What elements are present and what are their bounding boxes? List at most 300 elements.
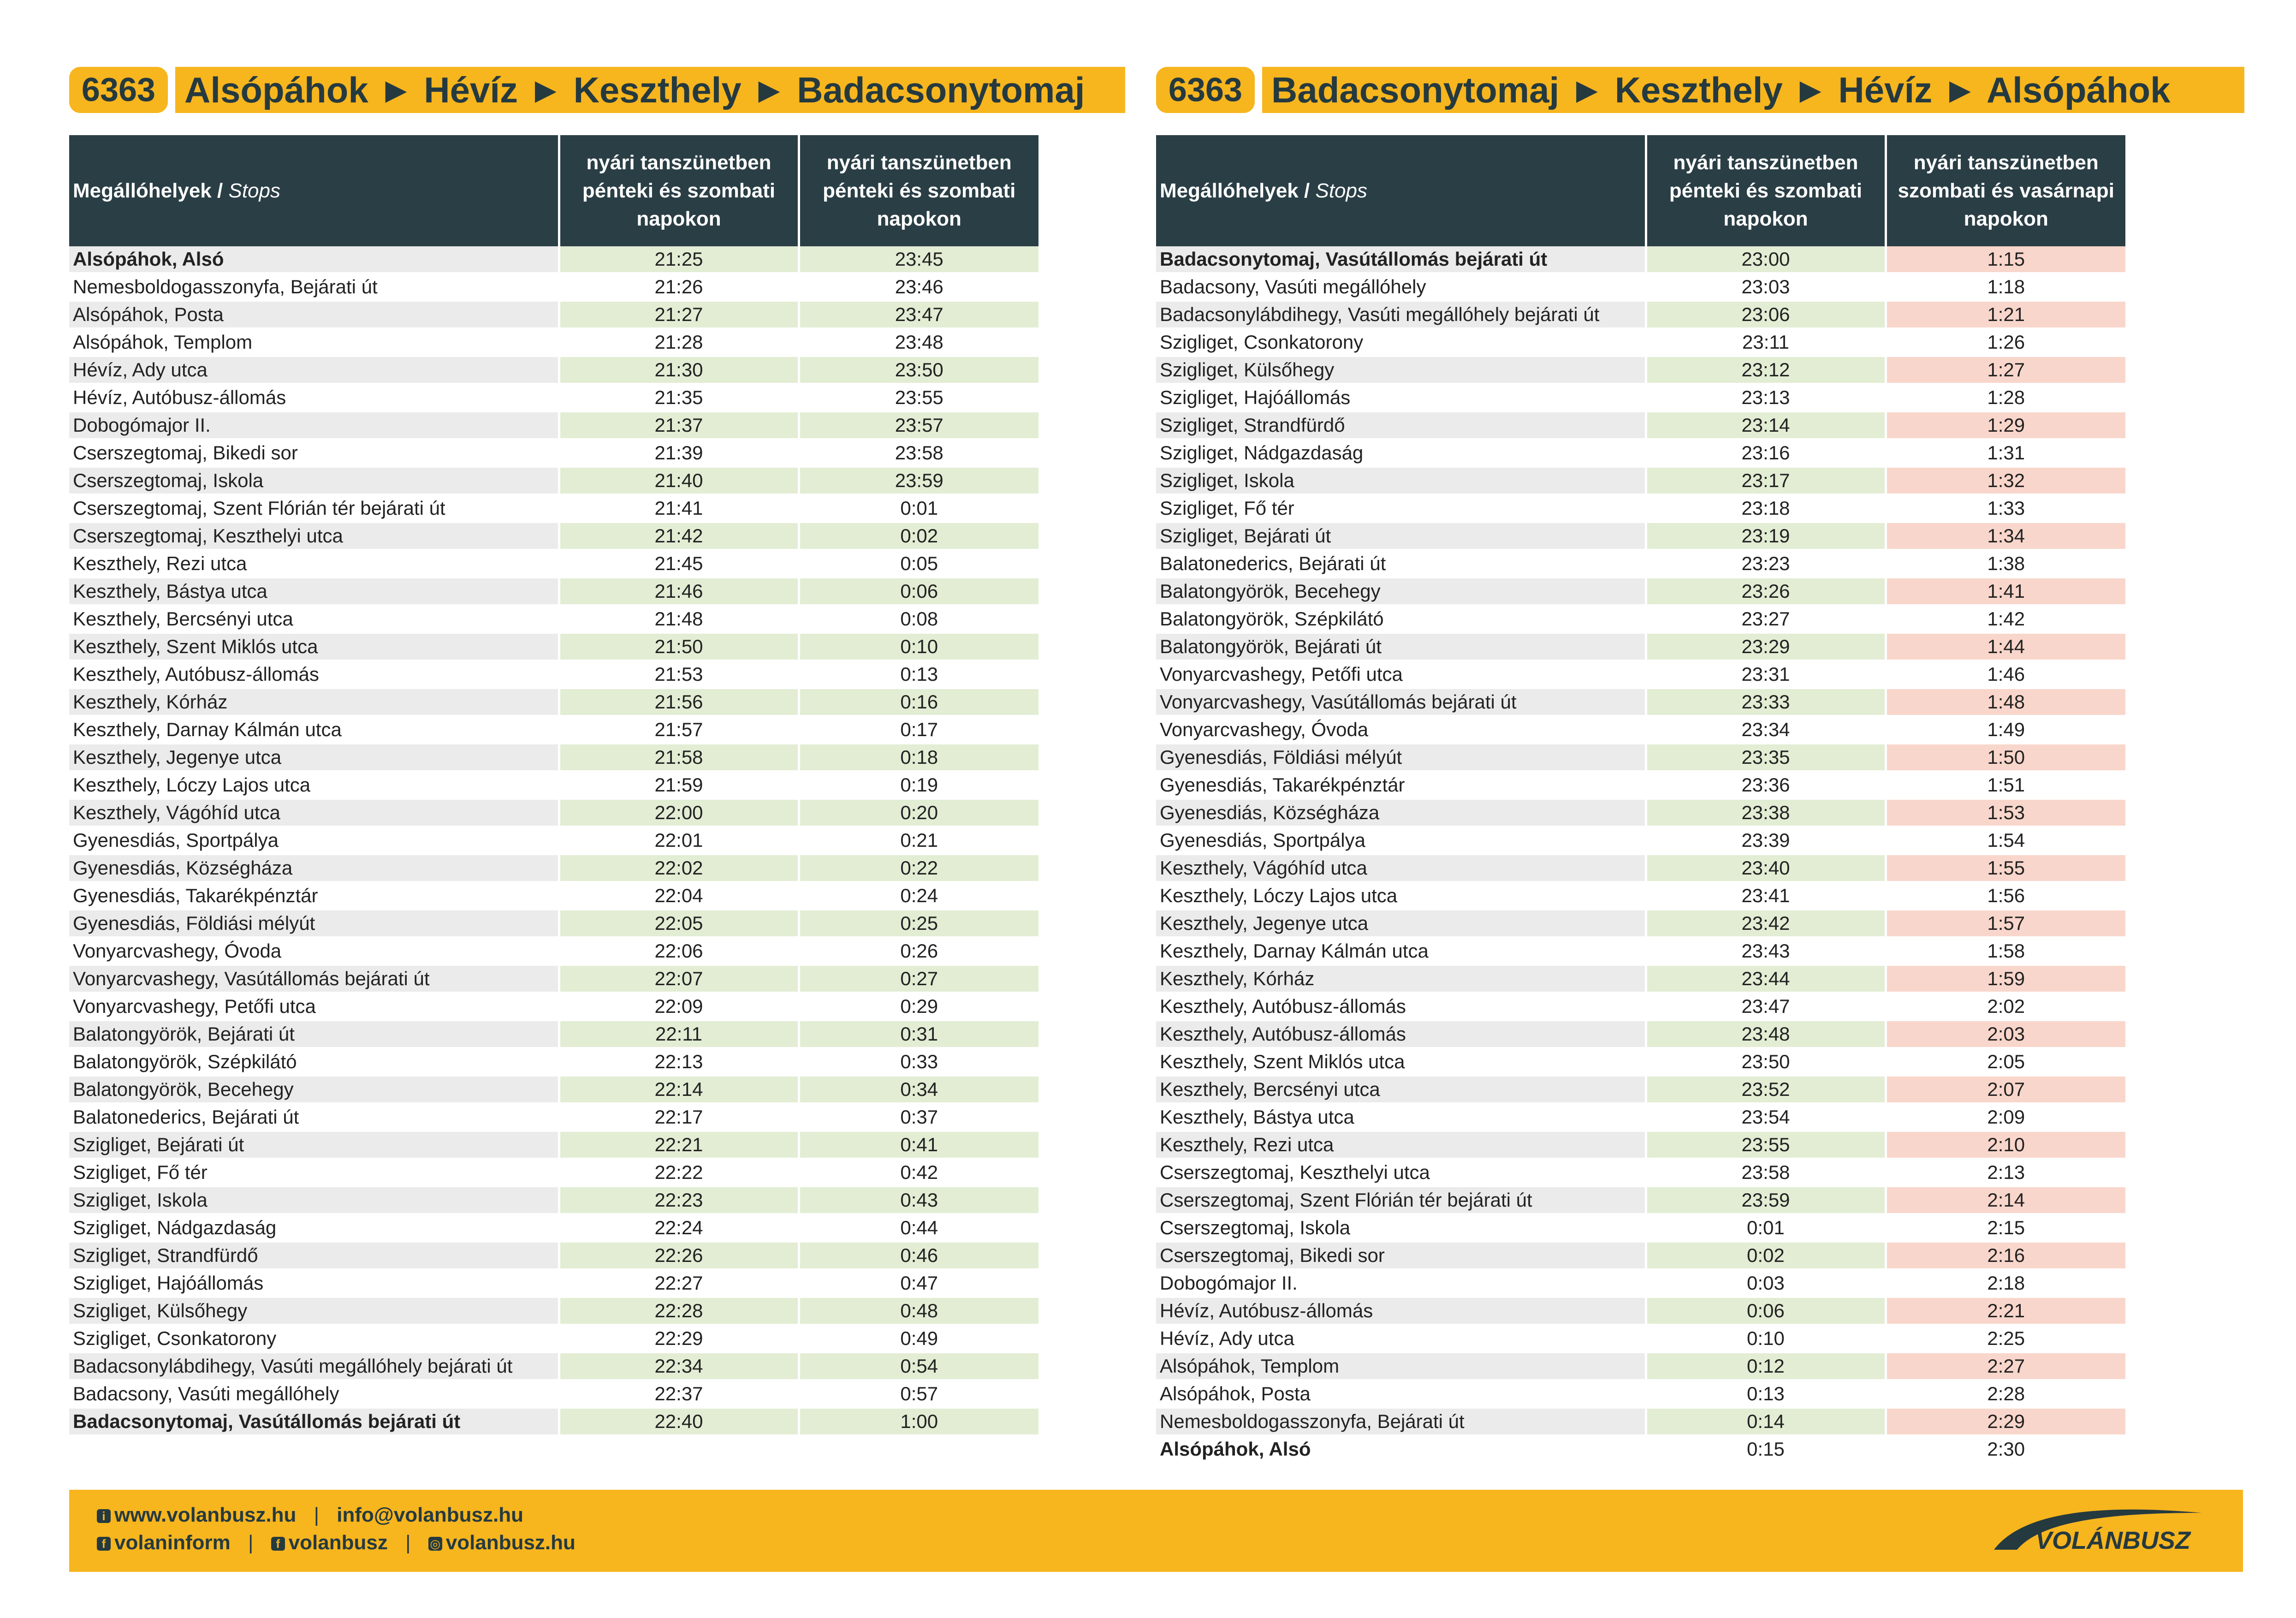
departure-time-2: 2:27 bbox=[1886, 1352, 2125, 1380]
departure-time-2: 1:26 bbox=[1886, 328, 2125, 356]
departure-time-1: 21:45 bbox=[559, 550, 799, 577]
stop-name: Szigliget, Iskola bbox=[69, 1186, 559, 1214]
table-row bbox=[1156, 550, 2125, 577]
departure-time-1: 0:12 bbox=[1646, 1352, 1886, 1380]
stop-name: Gyenesdiás, Takarékpénztár bbox=[1156, 771, 1646, 799]
stop-name: Szigliget, Bejárati út bbox=[1156, 522, 1646, 550]
departure-time-2: 2:13 bbox=[1886, 1159, 2125, 1186]
stop-name: Badacsonytomaj, Vasútállomás bejárati út bbox=[69, 1408, 559, 1435]
departure-time-2: 2:02 bbox=[1886, 993, 2125, 1020]
departure-time-1: 23:47 bbox=[1646, 993, 1886, 1020]
departure-time-2: 2:15 bbox=[1886, 1214, 2125, 1242]
timetable-panel-left bbox=[69, 67, 1125, 1436]
table-row bbox=[69, 550, 1038, 577]
departure-time-2: 1:27 bbox=[1886, 356, 2125, 384]
table-row bbox=[1156, 633, 2125, 660]
departure-time-1: 23:16 bbox=[1646, 439, 1886, 467]
stop-name: Vonyarcvashegy, Petőfi utca bbox=[69, 993, 559, 1020]
stop-name: Keszthely, Kórház bbox=[69, 688, 559, 716]
departure-time-1: 23:13 bbox=[1646, 384, 1886, 411]
timetable-panel-right bbox=[1156, 67, 2244, 1464]
departure-time-2: 23:59 bbox=[799, 467, 1038, 494]
departure-time-1: 23:43 bbox=[1646, 937, 1886, 965]
table-row bbox=[1156, 605, 2125, 633]
table-row bbox=[69, 467, 1038, 494]
departure-time-1: 21:48 bbox=[559, 605, 799, 633]
stop-name: Cserszegtomaj, Bikedi sor bbox=[69, 439, 559, 467]
departure-time-1: 21:27 bbox=[559, 301, 799, 328]
departure-time-1: 23:18 bbox=[1646, 494, 1886, 522]
departure-time-2: 1:41 bbox=[1886, 577, 2125, 605]
departure-time-2: 23:55 bbox=[799, 384, 1038, 411]
departure-time-1: 23:19 bbox=[1646, 522, 1886, 550]
table-row bbox=[1156, 273, 2125, 301]
departure-time-2: 1:32 bbox=[1886, 467, 2125, 494]
instagram-icon: ◎ bbox=[428, 1537, 442, 1551]
stop-name: Cserszegtomaj, Szent Flórián tér bejárati út bbox=[1156, 1186, 1646, 1214]
departure-time-2: 0:05 bbox=[799, 550, 1038, 577]
departure-time-2: 1:51 bbox=[1886, 771, 2125, 799]
table-row bbox=[1156, 1103, 2125, 1131]
table-row bbox=[1156, 799, 2125, 827]
departure-time-1: 21:28 bbox=[559, 328, 799, 356]
stop-name: Alsópáhok, Templom bbox=[1156, 1352, 1646, 1380]
departure-time-2: 0:18 bbox=[799, 744, 1038, 771]
table-header-row bbox=[69, 135, 1038, 246]
table-row bbox=[1156, 467, 2125, 494]
departure-time-1: 23:55 bbox=[1646, 1131, 1886, 1159]
departure-time-2: 0:41 bbox=[799, 1131, 1038, 1159]
stop-name: Szigliget, Hajóállomás bbox=[1156, 384, 1646, 411]
departure-time-1: 23:41 bbox=[1646, 882, 1886, 910]
departure-time-1: 22:04 bbox=[559, 882, 799, 910]
departure-time-1: 22:22 bbox=[559, 1159, 799, 1186]
table-row bbox=[1156, 1242, 2125, 1269]
route-direction-title: Alsópáhok ► Hévíz ► Keszthely ► Badacsonytomaj bbox=[175, 67, 1125, 113]
timetable-body bbox=[1156, 246, 2125, 1463]
departure-time-2: 0:26 bbox=[799, 937, 1038, 965]
table-row bbox=[69, 1131, 1038, 1159]
departure-column-header-1: nyári tanszünetben pénteki és szombati napokon bbox=[1646, 135, 1886, 246]
stop-name: Keszthely, Jegenye utca bbox=[69, 744, 559, 771]
stop-name: Hévíz, Autóbusz-állomás bbox=[69, 384, 559, 411]
logo-text: VOLÁNBUSZ bbox=[2035, 1527, 2190, 1554]
social-link-volanbusz[interactable]: volanbusz bbox=[288, 1531, 388, 1554]
departure-time-1: 21:41 bbox=[559, 494, 799, 522]
departure-time-1: 23:42 bbox=[1646, 910, 1886, 937]
departure-time-1: 22:01 bbox=[559, 827, 799, 854]
departure-time-2: 0:43 bbox=[799, 1186, 1038, 1214]
stop-name: Keszthely, Lóczy Lajos utca bbox=[1156, 882, 1646, 910]
departure-time-1: 21:50 bbox=[559, 633, 799, 660]
table-row bbox=[1156, 771, 2125, 799]
stop-name: Keszthely, Rezi utca bbox=[1156, 1131, 1646, 1159]
departure-time-2: 2:30 bbox=[1886, 1435, 2125, 1463]
table-row bbox=[69, 827, 1038, 854]
departure-time-2: 1:34 bbox=[1886, 522, 2125, 550]
departure-time-2: 0:13 bbox=[799, 660, 1038, 688]
departure-time-1: 23:35 bbox=[1646, 744, 1886, 771]
departure-time-1: 0:10 bbox=[1646, 1325, 1886, 1352]
stop-name: Hévíz, Ady utca bbox=[1156, 1325, 1646, 1352]
stop-name: Vonyarcvashegy, Óvoda bbox=[69, 937, 559, 965]
departure-time-1: 22:13 bbox=[559, 1048, 799, 1076]
stop-name: Gyenesdiás, Sportpálya bbox=[69, 827, 559, 854]
departure-time-1: 23:39 bbox=[1646, 827, 1886, 854]
stop-name: Badacsonylábdihegy, Vasúti megállóhely bejárati út bbox=[1156, 301, 1646, 328]
departure-time-2: 0:29 bbox=[799, 993, 1038, 1020]
table-row bbox=[69, 522, 1038, 550]
departure-time-1: 23:40 bbox=[1646, 854, 1886, 882]
table-row bbox=[69, 439, 1038, 467]
timetable-table bbox=[69, 135, 1038, 1436]
departure-time-2: 0:22 bbox=[799, 854, 1038, 882]
table-row bbox=[1156, 1186, 2125, 1214]
departure-time-2: 1:56 bbox=[1886, 882, 2125, 910]
departure-time-2: 0:06 bbox=[799, 577, 1038, 605]
departure-time-1: 22:27 bbox=[559, 1269, 799, 1297]
stop-name: Dobogómajor II. bbox=[1156, 1269, 1646, 1297]
stop-name: Gyenesdiás, Sportpálya bbox=[1156, 827, 1646, 854]
table-row bbox=[1156, 882, 2125, 910]
stop-name: Keszthely, Bercsényi utca bbox=[1156, 1076, 1646, 1103]
table-row bbox=[1156, 1408, 2125, 1435]
departure-time-1: 22:34 bbox=[559, 1352, 799, 1380]
departure-time-2: 23:45 bbox=[799, 246, 1038, 273]
table-row bbox=[69, 1242, 1038, 1269]
stop-name: Keszthely, Darnay Kálmán utca bbox=[1156, 937, 1646, 965]
stop-name: Alsópáhok, Posta bbox=[69, 301, 559, 328]
table-row bbox=[1156, 1131, 2125, 1159]
departure-time-2: 0:08 bbox=[799, 605, 1038, 633]
departure-time-2: 1:00 bbox=[799, 1408, 1038, 1435]
departure-time-2: 1:50 bbox=[1886, 744, 2125, 771]
departure-time-2: 0:16 bbox=[799, 688, 1038, 716]
social-link-instagram[interactable]: volanbusz.hu bbox=[445, 1531, 575, 1554]
table-row bbox=[69, 633, 1038, 660]
table-row bbox=[1156, 854, 2125, 882]
departure-time-1: 22:06 bbox=[559, 937, 799, 965]
stop-name: Cserszegtomaj, Bikedi sor bbox=[1156, 1242, 1646, 1269]
table-row bbox=[69, 1297, 1038, 1325]
departure-time-2: 23:57 bbox=[799, 411, 1038, 439]
departure-time-1: 22:00 bbox=[559, 799, 799, 827]
separator: | bbox=[314, 1504, 320, 1526]
stop-name: Hévíz, Autóbusz-állomás bbox=[1156, 1297, 1646, 1325]
table-row bbox=[1156, 993, 2125, 1020]
stop-name: Szigliget, Hajóállomás bbox=[69, 1269, 559, 1297]
departure-time-2: 1:29 bbox=[1886, 411, 2125, 439]
departure-time-2: 23:46 bbox=[799, 273, 1038, 301]
departure-time-2: 0:31 bbox=[799, 1020, 1038, 1048]
departure-time-1: 23:38 bbox=[1646, 799, 1886, 827]
stop-name: Szigliget, Csonkatorony bbox=[1156, 328, 1646, 356]
table-row bbox=[1156, 1076, 2125, 1103]
table-row bbox=[69, 384, 1038, 411]
departure-time-1: 21:57 bbox=[559, 716, 799, 744]
table-row bbox=[1156, 1214, 2125, 1242]
departure-time-2: 0:42 bbox=[799, 1159, 1038, 1186]
departure-time-1: 22:37 bbox=[559, 1380, 799, 1408]
table-row bbox=[69, 246, 1038, 273]
route-number-badge: 6363 bbox=[1156, 67, 1255, 113]
table-row bbox=[1156, 937, 2125, 965]
table-row bbox=[69, 799, 1038, 827]
table-row bbox=[69, 688, 1038, 716]
stop-name: Keszthely, Autóbusz-állomás bbox=[1156, 1020, 1646, 1048]
departure-time-2: 0:33 bbox=[799, 1048, 1038, 1076]
stop-name: Szigliget, Fő tér bbox=[1156, 494, 1646, 522]
stop-name: Badacsony, Vasúti megállóhely bbox=[69, 1380, 559, 1408]
timetable-table bbox=[1156, 135, 2125, 1464]
departure-column-header-2: nyári tanszünetben pénteki és szombati napokon bbox=[799, 135, 1038, 246]
departure-time-1: 0:02 bbox=[1646, 1242, 1886, 1269]
departure-time-1: 21:30 bbox=[559, 356, 799, 384]
table-row bbox=[69, 1103, 1038, 1131]
table-row bbox=[1156, 328, 2125, 356]
table-row bbox=[1156, 1159, 2125, 1186]
stop-name: Cserszegtomaj, Iskola bbox=[69, 467, 559, 494]
departure-time-1: 21:26 bbox=[559, 273, 799, 301]
stop-name: Cserszegtomaj, Szent Flórián tér bejárati út bbox=[69, 494, 559, 522]
departure-time-2: 0:27 bbox=[799, 965, 1038, 993]
table-row bbox=[1156, 577, 2125, 605]
table-row bbox=[1156, 356, 2125, 384]
departure-time-2: 2:28 bbox=[1886, 1380, 2125, 1408]
route-title-bar bbox=[69, 67, 1125, 113]
departure-time-1: 23:59 bbox=[1646, 1186, 1886, 1214]
stop-name: Szigliget, Iskola bbox=[1156, 467, 1646, 494]
table-row bbox=[69, 771, 1038, 799]
table-row bbox=[69, 301, 1038, 328]
stop-name: Gyenesdiás, Községháza bbox=[1156, 799, 1646, 827]
stop-name: Cserszegtomaj, Keszthelyi utca bbox=[69, 522, 559, 550]
departure-time-1: 23:44 bbox=[1646, 965, 1886, 993]
table-row bbox=[69, 1020, 1038, 1048]
table-row bbox=[1156, 744, 2125, 771]
table-row bbox=[69, 411, 1038, 439]
departure-time-2: 0:10 bbox=[799, 633, 1038, 660]
departure-time-1: 23:17 bbox=[1646, 467, 1886, 494]
table-row bbox=[69, 328, 1038, 356]
footer-bar bbox=[69, 1490, 2243, 1572]
departure-time-2: 0:24 bbox=[799, 882, 1038, 910]
departure-time-1: 23:31 bbox=[1646, 660, 1886, 688]
stop-name: Keszthely, Szent Miklós utca bbox=[69, 633, 559, 660]
departure-time-1: 23:27 bbox=[1646, 605, 1886, 633]
departure-time-2: 0:46 bbox=[799, 1242, 1038, 1269]
stop-name: Balatongyörök, Szépkilátó bbox=[1156, 605, 1646, 633]
table-row bbox=[69, 1352, 1038, 1380]
stop-name: Keszthely, Darnay Kálmán utca bbox=[69, 716, 559, 744]
departure-time-1: 23:03 bbox=[1646, 273, 1886, 301]
stop-name: Keszthely, Szent Miklós utca bbox=[1156, 1048, 1646, 1076]
stop-name: Szigliget, Strandfürdő bbox=[69, 1242, 559, 1269]
table-header-row bbox=[1156, 135, 2125, 246]
departure-time-1: 21:46 bbox=[559, 577, 799, 605]
table-row bbox=[69, 577, 1038, 605]
departure-time-1: 0:06 bbox=[1646, 1297, 1886, 1325]
stop-name: Keszthely, Lóczy Lajos utca bbox=[69, 771, 559, 799]
table-row bbox=[1156, 494, 2125, 522]
departure-time-1: 22:21 bbox=[559, 1131, 799, 1159]
departure-time-2: 1:59 bbox=[1886, 965, 2125, 993]
table-row bbox=[1156, 522, 2125, 550]
departure-time-1: 23:11 bbox=[1646, 328, 1886, 356]
table-row bbox=[69, 356, 1038, 384]
facebook-icon: f bbox=[97, 1537, 111, 1551]
stop-name: Nemesboldogasszonyfa, Bejárati út bbox=[69, 273, 559, 301]
stop-name: Keszthely, Jegenye utca bbox=[1156, 910, 1646, 937]
departure-time-1: 21:53 bbox=[559, 660, 799, 688]
stop-name: Gyenesdiás, Községháza bbox=[69, 854, 559, 882]
departure-time-1: 23:52 bbox=[1646, 1076, 1886, 1103]
departure-time-2: 0:20 bbox=[799, 799, 1038, 827]
table-row bbox=[69, 1380, 1038, 1408]
departure-time-1: 22:09 bbox=[559, 993, 799, 1020]
departure-time-2: 23:58 bbox=[799, 439, 1038, 467]
stop-name: Alsópáhok, Alsó bbox=[69, 246, 559, 273]
departure-time-2: 2:25 bbox=[1886, 1325, 2125, 1352]
departure-time-2: 0:01 bbox=[799, 494, 1038, 522]
table-row bbox=[69, 1076, 1038, 1103]
departure-time-2: 0:02 bbox=[799, 522, 1038, 550]
departure-time-1: 23:58 bbox=[1646, 1159, 1886, 1186]
stop-name: Szigliget, Nádgazdaság bbox=[69, 1214, 559, 1242]
stop-name: Badacsony, Vasúti megállóhely bbox=[1156, 273, 1646, 301]
stop-name: Balatongyörök, Bejárati út bbox=[69, 1020, 559, 1048]
timetable-body bbox=[69, 246, 1038, 1435]
table-row bbox=[69, 1214, 1038, 1242]
stop-name: Balatonederics, Bejárati út bbox=[1156, 550, 1646, 577]
footer-contact-line bbox=[97, 1504, 523, 1527]
stop-name: Gyenesdiás, Földiási mélyút bbox=[1156, 744, 1646, 771]
table-row bbox=[69, 1048, 1038, 1076]
departure-time-1: 22:24 bbox=[559, 1214, 799, 1242]
email-link[interactable]: info@volanbusz.hu bbox=[337, 1504, 523, 1526]
table-row bbox=[69, 937, 1038, 965]
stop-name: Balatongyörök, Szépkilátó bbox=[69, 1048, 559, 1076]
table-row bbox=[1156, 411, 2125, 439]
departure-time-1: 23:14 bbox=[1646, 411, 1886, 439]
departure-time-2: 1:42 bbox=[1886, 605, 2125, 633]
departure-time-2: 2:21 bbox=[1886, 1297, 2125, 1325]
stop-name: Keszthely, Bercsényi utca bbox=[69, 605, 559, 633]
departure-time-2: 0:37 bbox=[799, 1103, 1038, 1131]
departure-time-1: 23:12 bbox=[1646, 356, 1886, 384]
stop-name: Nemesboldogasszonyfa, Bejárati út bbox=[1156, 1408, 1646, 1435]
table-row bbox=[69, 1159, 1038, 1186]
departure-time-2: 1:53 bbox=[1886, 799, 2125, 827]
table-row bbox=[69, 273, 1038, 301]
departure-time-1: 0:14 bbox=[1646, 1408, 1886, 1435]
stop-name: Vonyarcvashegy, Vasútállomás bejárati út bbox=[1156, 688, 1646, 716]
stop-name: Keszthely, Bástya utca bbox=[69, 577, 559, 605]
departure-time-2: 0:49 bbox=[799, 1325, 1038, 1352]
departure-time-2: 1:33 bbox=[1886, 494, 2125, 522]
stop-name: Keszthely, Vágóhíd utca bbox=[1156, 854, 1646, 882]
departure-time-2: 1:58 bbox=[1886, 937, 2125, 965]
departure-time-2: 0:57 bbox=[799, 1380, 1038, 1408]
table-row bbox=[69, 910, 1038, 937]
departure-time-2: 1:49 bbox=[1886, 716, 2125, 744]
departure-time-2: 1:15 bbox=[1886, 246, 2125, 273]
website-link[interactable]: www.volanbusz.hu bbox=[114, 1504, 297, 1526]
table-row bbox=[69, 605, 1038, 633]
table-row bbox=[1156, 1325, 2125, 1352]
departure-time-1: 21:35 bbox=[559, 384, 799, 411]
departure-time-1: 23:06 bbox=[1646, 301, 1886, 328]
departure-time-1: 22:05 bbox=[559, 910, 799, 937]
departure-time-1: 21:25 bbox=[559, 246, 799, 273]
stop-name: Szigliget, Fő tér bbox=[69, 1159, 559, 1186]
departure-time-1: 22:29 bbox=[559, 1325, 799, 1352]
departure-time-2: 2:10 bbox=[1886, 1131, 2125, 1159]
social-link-volaninform[interactable]: volaninform bbox=[114, 1531, 231, 1554]
departure-time-1: 22:26 bbox=[559, 1242, 799, 1269]
table-row bbox=[69, 1325, 1038, 1352]
stop-name: Dobogómajor II. bbox=[69, 411, 559, 439]
departure-time-1: 23:50 bbox=[1646, 1048, 1886, 1076]
departure-time-2: 2:16 bbox=[1886, 1242, 2125, 1269]
departure-time-2: 0:34 bbox=[799, 1076, 1038, 1103]
stop-name: Balatongyörök, Becehegy bbox=[69, 1076, 559, 1103]
departure-time-2: 1:18 bbox=[1886, 273, 2125, 301]
table-row bbox=[69, 882, 1038, 910]
stop-name: Badacsonylábdihegy, Vasúti megállóhely bejárati út bbox=[69, 1352, 559, 1380]
departure-time-2: 1:46 bbox=[1886, 660, 2125, 688]
stop-name: Vonyarcvashegy, Vasútállomás bejárati út bbox=[69, 965, 559, 993]
departure-time-1: 23:00 bbox=[1646, 246, 1886, 273]
departure-time-2: 1:28 bbox=[1886, 384, 2125, 411]
table-row bbox=[1156, 1435, 2125, 1463]
departure-time-1: 22:07 bbox=[559, 965, 799, 993]
departure-time-1: 22:14 bbox=[559, 1076, 799, 1103]
route-number-badge: 6363 bbox=[69, 67, 168, 113]
departure-time-2: 23:48 bbox=[799, 328, 1038, 356]
departure-time-1: 21:56 bbox=[559, 688, 799, 716]
departure-time-1: 21:42 bbox=[559, 522, 799, 550]
table-row bbox=[1156, 660, 2125, 688]
departure-time-1: 21:39 bbox=[559, 439, 799, 467]
stop-name: Vonyarcvashegy, Óvoda bbox=[1156, 716, 1646, 744]
table-row bbox=[1156, 827, 2125, 854]
table-row bbox=[1156, 246, 2125, 273]
departure-time-1: 0:15 bbox=[1646, 1435, 1886, 1463]
stop-name: Szigliget, Külsőhegy bbox=[69, 1297, 559, 1325]
table-row bbox=[69, 744, 1038, 771]
departure-time-1: 23:29 bbox=[1646, 633, 1886, 660]
departure-time-2: 2:29 bbox=[1886, 1408, 2125, 1435]
departure-time-2: 1:54 bbox=[1886, 827, 2125, 854]
table-row bbox=[1156, 439, 2125, 467]
stop-name: Alsópáhok, Alsó bbox=[1156, 1435, 1646, 1463]
stop-name: Balatongyörök, Bejárati út bbox=[1156, 633, 1646, 660]
departure-time-2: 2:05 bbox=[1886, 1048, 2125, 1076]
departure-time-1: 22:23 bbox=[559, 1186, 799, 1214]
stop-name: Balatongyörök, Becehegy bbox=[1156, 577, 1646, 605]
departure-time-2: 2:03 bbox=[1886, 1020, 2125, 1048]
table-row bbox=[69, 716, 1038, 744]
stop-name: Szigliget, Strandfürdő bbox=[1156, 411, 1646, 439]
table-row bbox=[1156, 910, 2125, 937]
table-row bbox=[1156, 1380, 2125, 1408]
departure-time-2: 1:21 bbox=[1886, 301, 2125, 328]
stop-name: Szigliget, Csonkatorony bbox=[69, 1325, 559, 1352]
table-row bbox=[69, 1186, 1038, 1214]
table-row bbox=[1156, 1020, 2125, 1048]
departure-time-2: 23:50 bbox=[799, 356, 1038, 384]
